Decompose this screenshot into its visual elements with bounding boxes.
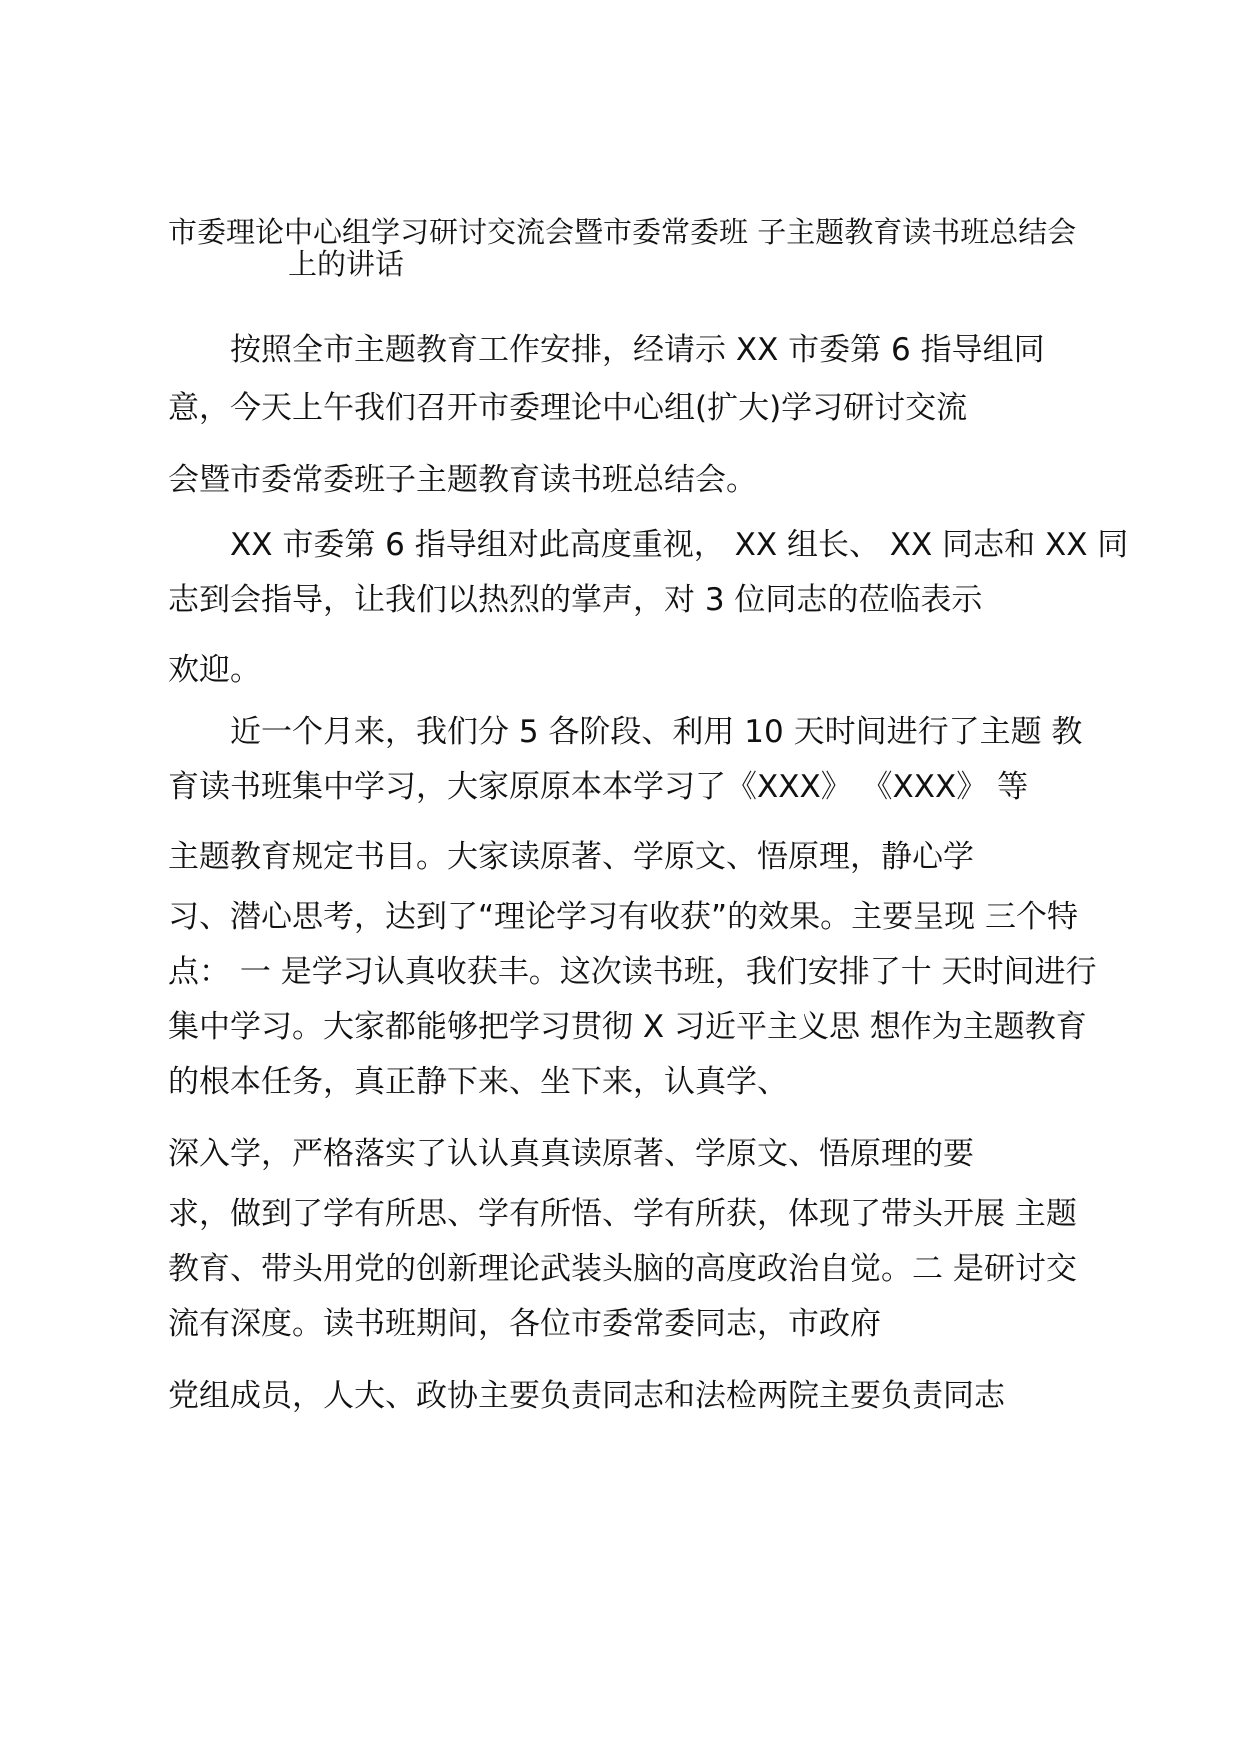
body-line: 欢迎。: [168, 652, 261, 688]
body-line: 点： 一 是学习认真收获丰。这次读书班，我们安排了十 天时间进行: [168, 954, 1097, 990]
body-line: 意，今天上午我们召开市委理论中心组(扩大)学习研讨交流: [168, 390, 968, 426]
body-line: 习、潜心思考，达到了“理论学习有收获”的效果。主要呈现 三个特: [168, 899, 1078, 935]
body-line: 求，做到了学有所思、学有所悟、学有所获，体现了带头开展 主题: [168, 1196, 1077, 1232]
body-line: 会暨市委常委班子主题教育读书班总结会。: [168, 462, 757, 498]
body-line: 主题教育规定书目。大家读原著、学原文、悟原理，静心学: [168, 839, 974, 875]
title-line-1: 市委理论中心组学习研讨交流会暨市委常委班 子主题教育读书班总结会: [168, 215, 1077, 249]
title-line-2: 上的讲话: [288, 247, 405, 281]
body-line: 流有深度。读书班期间，各位市委常委同志，市政府: [168, 1306, 881, 1342]
body-line: 集中学习。大家都能够把学习贯彻 X 习近平主义思 想作为主题教育: [168, 1009, 1087, 1045]
body-line: 育读书班集中学习，大家原原本本学习了《XXX》 《XXX》 等: [168, 769, 1029, 805]
body-line: 志到会指导，让我们以热烈的掌声，对 3 位同志的莅临表示: [168, 582, 983, 618]
body-line: 的根本任务，真正静下来、坐下来，认真学、: [168, 1064, 788, 1100]
body-line: 近一个月来，我们分 5 各阶段、利用 10 天时间进行了主题 教: [230, 714, 1083, 750]
body-line: 按照全市主题教育工作安排，经请示 XX 市委第 6 指导组同: [230, 332, 1045, 368]
body-line: 党组成员，人大、政协主要负责同志和法检两院主要负责同志: [168, 1378, 1005, 1414]
body-line: XX 市委第 6 指导组对此高度重视， XX 组长、 XX 同志和 XX 同: [230, 527, 1129, 563]
body-line: 教育、带头用党的创新理论武装头脑的高度政治自觉。二 是研讨交: [168, 1251, 1077, 1287]
document-title: [168, 216, 1088, 280]
body-line: 深入学，严格落实了认认真真读原著、学原文、悟原理的要: [168, 1136, 974, 1172]
